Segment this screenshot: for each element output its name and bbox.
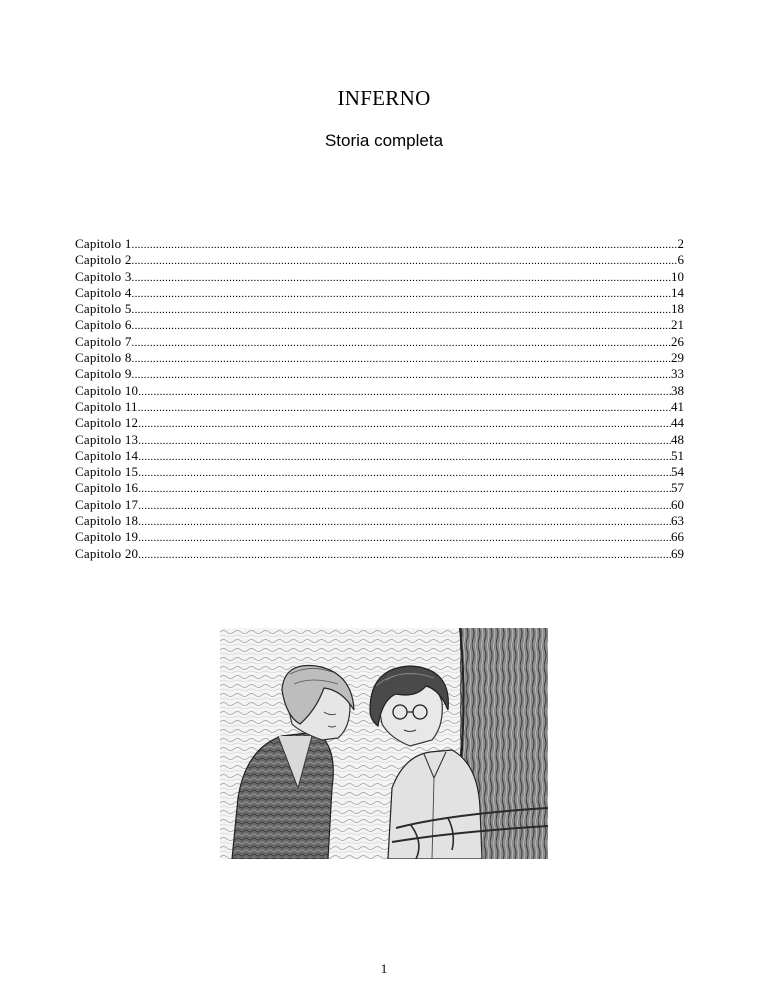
- toc-entry-page: 66: [671, 529, 684, 545]
- document-title: INFERNO: [337, 86, 431, 110]
- toc-entry-label: Capitolo 17: [75, 496, 139, 512]
- toc-entry-label: Capitolo 4: [75, 284, 132, 300]
- page-number: 1: [380, 961, 388, 976]
- toc-entry-label: Capitolo 14: [75, 447, 139, 463]
- toc-entry[interactable]: [75, 546, 684, 562]
- toc-entry-label: Capitolo 19: [75, 529, 139, 545]
- toc-dot-leader: [132, 335, 671, 350]
- toc-entry[interactable]: [75, 269, 684, 285]
- toc-entry-page: 63: [671, 513, 684, 529]
- toc-entry-page: 14: [671, 284, 684, 300]
- toc-entry-page: 6: [677, 252, 684, 268]
- toc-dot-leader: [138, 465, 671, 480]
- toc-entry-label: Capitolo 2: [75, 252, 132, 268]
- toc-dot-leader: [132, 351, 671, 366]
- toc-entry[interactable]: [75, 350, 684, 366]
- toc-entry-page: 44: [671, 415, 684, 431]
- toc-entry-label: Capitolo 12: [75, 415, 139, 431]
- toc-dot-leader: [138, 530, 671, 545]
- toc-dot-leader: [138, 416, 671, 431]
- toc-entry-label: Capitolo 3: [75, 268, 132, 284]
- toc-dot-leader: [132, 286, 671, 301]
- toc-entry[interactable]: [75, 285, 684, 301]
- toc-dot-leader: [138, 514, 671, 529]
- toc-entry-page: 33: [671, 366, 684, 382]
- toc-entry[interactable]: [75, 252, 684, 268]
- toc-dot-leader: [132, 367, 671, 382]
- toc-entry-page: 38: [671, 382, 684, 398]
- toc-entry[interactable]: [75, 529, 684, 545]
- toc-entry-page: 41: [671, 398, 684, 414]
- toc-entry-page: 10: [671, 268, 684, 284]
- toc-dot-leader: [132, 253, 678, 268]
- toc-entry-page: 60: [671, 496, 684, 512]
- toc-entry[interactable]: [75, 334, 684, 350]
- toc-entry-page: 48: [671, 431, 684, 447]
- toc-entry[interactable]: [75, 236, 684, 252]
- toc-entry-label: Capitolo 5: [75, 301, 132, 317]
- toc-entry-page: 26: [671, 333, 684, 349]
- toc-entry-label: Capitolo 15: [75, 464, 139, 480]
- toc-entry-label: Capitolo 20: [75, 545, 139, 561]
- toc-dot-leader: [138, 400, 671, 415]
- toc-dot-leader: [132, 318, 671, 333]
- toc-dot-leader: [138, 481, 671, 496]
- toc-dot-leader: [138, 498, 671, 513]
- toc-entry-label: Capitolo 9: [75, 366, 132, 382]
- toc-dot-leader: [132, 237, 678, 252]
- toc-dot-leader: [132, 302, 671, 317]
- toc-entry[interactable]: [75, 383, 684, 399]
- toc-entry-page: 18: [671, 301, 684, 317]
- toc-entry-label: Capitolo 16: [75, 480, 139, 496]
- toc-entry-label: Capitolo 7: [75, 333, 132, 349]
- toc-entry-page: 2: [677, 236, 684, 251]
- toc-entry-page: 51: [671, 447, 684, 463]
- toc-entry-label: Capitolo 11: [75, 398, 138, 414]
- toc-entry[interactable]: [75, 464, 684, 480]
- toc-entry[interactable]: [75, 301, 684, 317]
- toc-entry[interactable]: [75, 448, 684, 464]
- toc-entry[interactable]: [75, 497, 684, 513]
- toc-entry-label: Capitolo 1: [75, 236, 132, 251]
- toc-entry-page: 54: [671, 464, 684, 480]
- toc-entry-page: 57: [671, 480, 684, 496]
- toc-dot-leader: [138, 433, 671, 448]
- toc-entry[interactable]: [75, 317, 684, 333]
- toc-entry-page: 21: [671, 317, 684, 333]
- table-of-contents: [75, 236, 684, 562]
- toc-entry-page: 29: [671, 350, 684, 366]
- toc-entry[interactable]: [75, 366, 684, 382]
- toc-entry[interactable]: [75, 415, 684, 431]
- toc-entry[interactable]: [75, 399, 684, 415]
- cover-illustration: [220, 628, 548, 859]
- document-subtitle: Storia completa: [324, 131, 444, 150]
- toc-dot-leader: [138, 449, 671, 464]
- toc-entry-page: 69: [671, 545, 684, 561]
- toc-entry-label: Capitolo 13: [75, 431, 139, 447]
- toc-entry[interactable]: [75, 432, 684, 448]
- toc-entry-label: Capitolo 10: [75, 382, 139, 398]
- toc-dot-leader: [138, 547, 671, 562]
- toc-entry[interactable]: [75, 480, 684, 496]
- toc-entry[interactable]: [75, 513, 684, 529]
- toc-entry-label: Capitolo 8: [75, 350, 132, 366]
- toc-entry-label: Capitolo 6: [75, 317, 132, 333]
- toc-dot-leader: [132, 270, 671, 285]
- toc-dot-leader: [138, 384, 671, 399]
- toc-entry-label: Capitolo 18: [75, 513, 139, 529]
